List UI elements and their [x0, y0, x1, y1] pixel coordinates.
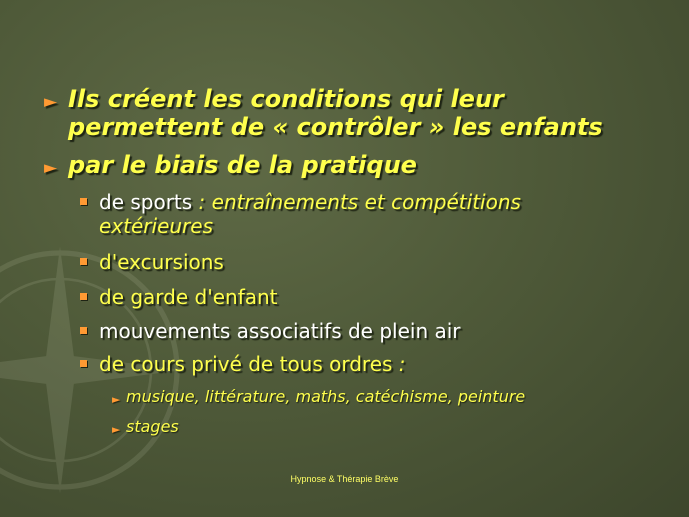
sub-bullet-text: mouvements associatifs de plein air — [99, 319, 461, 343]
square-bullet-icon — [80, 293, 87, 300]
bullet-text: par le biais de la pratique — [68, 151, 417, 179]
sub-sub-bullet-text: musique, littérature, maths, catéchisme, peinture — [126, 387, 526, 406]
arrow-right-icon: ► — [44, 158, 58, 178]
sub-bullet-detail: : — [392, 352, 406, 376]
sub-bullet-text: de garde d'enfant — [99, 285, 278, 309]
sub-bullet-sports — [80, 190, 600, 238]
sub-bullet-excursions — [80, 250, 600, 274]
sub-bullet-garde — [80, 285, 600, 309]
square-bullet-icon — [80, 327, 87, 334]
sub-bullet-main: de cours privé de tous ordres — [99, 352, 393, 376]
bullet-text: Ils créent les conditions qui leur permettent de « contrôler » les enfants — [68, 85, 603, 141]
slide-footer: Hypnose & Thérapie Brève — [290, 474, 399, 484]
sub-bullet-detail: : entraînements et compétitions extérieures — [99, 190, 521, 238]
arrow-right-icon: ► — [112, 393, 121, 406]
sub-bullet-mouvements — [80, 319, 600, 343]
sub-bullet-cours — [80, 352, 600, 376]
square-bullet-icon — [80, 198, 87, 205]
sub-bullet-text: d'excursions — [99, 250, 224, 274]
sub-bullet-main: de sports — [99, 190, 193, 214]
square-bullet-icon — [80, 360, 87, 367]
square-bullet-icon — [80, 258, 87, 265]
arrow-right-icon: ► — [44, 92, 58, 112]
bullet-pratique — [44, 151, 644, 179]
bullet-conditions — [44, 85, 644, 141]
arrow-right-icon: ► — [112, 423, 121, 436]
sub-sub-bullet-matieres — [112, 387, 612, 407]
sub-sub-bullet-stages — [112, 417, 612, 437]
sub-sub-bullet-text: stages — [126, 417, 179, 436]
